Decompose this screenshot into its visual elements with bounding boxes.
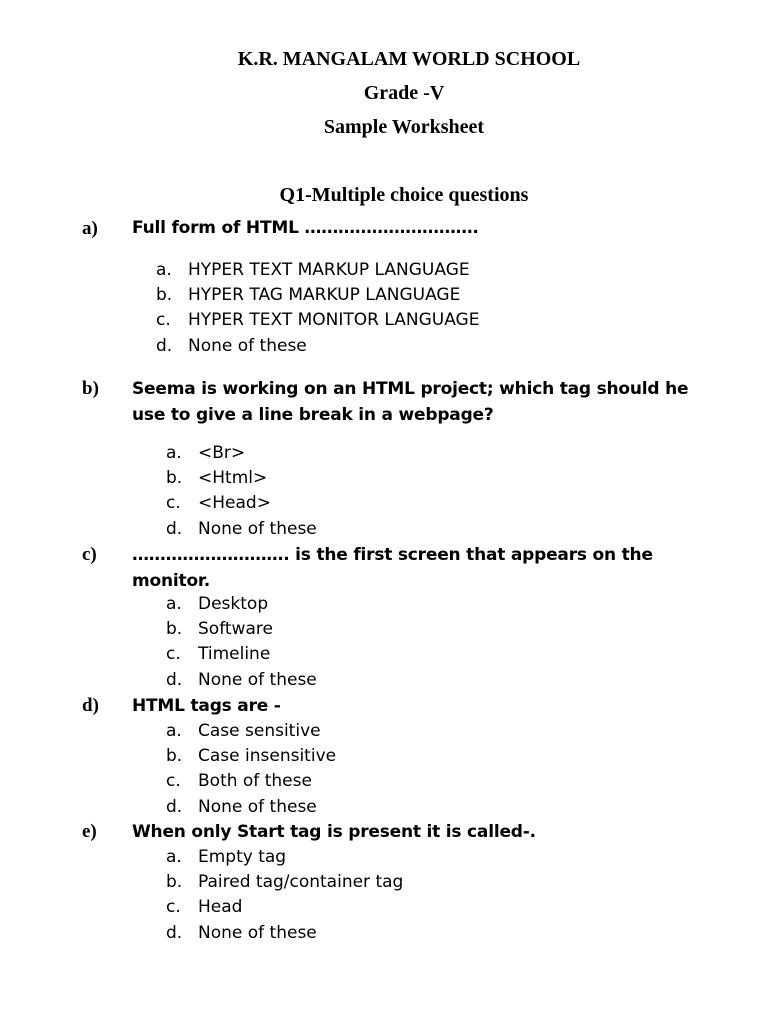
question-c-line-1: ………………………. is the first screen that appears on the xyxy=(132,545,653,565)
question-e-letter: e) xyxy=(82,821,97,842)
option-text: Paired tag/container tag xyxy=(198,872,404,893)
option-text: None of these xyxy=(198,518,317,539)
option-marker: b. xyxy=(166,468,183,489)
option-marker: b. xyxy=(166,619,183,640)
option-marker: a. xyxy=(166,847,182,867)
option-text: Case sensitive xyxy=(198,721,321,741)
option-text: Head xyxy=(198,897,243,918)
question-d-text xyxy=(132,693,692,719)
option-text: Case insensitive xyxy=(198,746,337,767)
school-name: K.R. MANGALAM WORLD SCHOOL xyxy=(237,48,581,70)
option-marker: a. xyxy=(166,721,182,741)
section-heading: Q1-Multiple choice questions xyxy=(279,184,529,206)
option-marker: a. xyxy=(166,443,182,463)
question-b-text xyxy=(132,376,692,428)
option-text: None of these xyxy=(198,922,317,943)
option-marker: c. xyxy=(166,644,181,665)
option-text: Desktop xyxy=(198,594,269,614)
option-marker: d. xyxy=(166,518,183,539)
option-marker: c. xyxy=(166,493,181,514)
option-text: <Head> xyxy=(198,493,271,514)
option-text: <Html> xyxy=(198,468,268,489)
question-c-letter: c) xyxy=(82,544,97,565)
grade-label: Grade -V xyxy=(363,82,445,104)
question-c-line-2: monitor. xyxy=(132,571,210,591)
option-text: <Br> xyxy=(198,443,246,463)
option-text: Empty tag xyxy=(198,847,287,867)
option-marker: b. xyxy=(166,746,183,767)
question-d-letter: d) xyxy=(82,695,99,716)
option-marker: d. xyxy=(166,669,183,690)
option-text: HYPER TAG MARKUP LANGUAGE xyxy=(188,285,461,306)
option-marker: d. xyxy=(156,335,173,356)
question-a-line-1: Full form of HTML …………………………. xyxy=(132,218,479,238)
option-marker: d. xyxy=(166,922,183,943)
worksheet-title: Sample Worksheet xyxy=(323,116,485,138)
option-text: HYPER TEXT MONITOR LANGUAGE xyxy=(188,310,480,331)
option-text: Both of these xyxy=(198,771,312,792)
option-text: None of these xyxy=(198,796,317,817)
question-c-text xyxy=(132,542,692,594)
option-marker: d. xyxy=(166,796,183,817)
option-marker: c. xyxy=(156,310,171,331)
question-a-text xyxy=(132,215,692,241)
question-b-letter: b) xyxy=(82,378,99,399)
option-text: Timeline xyxy=(198,644,271,665)
option-marker: a. xyxy=(156,260,172,280)
option-marker: c. xyxy=(166,771,181,792)
question-b-line-1: Seema is working on an HTML project; which tag should he xyxy=(132,379,689,399)
question-e-line-1: When only Start tag is present it is called-. xyxy=(132,822,536,842)
option-marker: a. xyxy=(166,594,182,614)
question-e-text xyxy=(132,819,692,845)
option-text: None of these xyxy=(188,335,307,356)
option-text: None of these xyxy=(198,669,317,690)
question-b-line-2: use to give a line break in a webpage? xyxy=(132,405,494,425)
option-marker: b. xyxy=(166,872,183,893)
option-marker: b. xyxy=(156,285,173,306)
question-a-letter: a) xyxy=(82,218,98,239)
question-d-line-1: HTML tags are - xyxy=(132,696,281,716)
option-marker: c. xyxy=(166,897,181,918)
option-text: HYPER TEXT MARKUP LANGUAGE xyxy=(188,260,470,280)
option-text: Software xyxy=(198,619,273,640)
